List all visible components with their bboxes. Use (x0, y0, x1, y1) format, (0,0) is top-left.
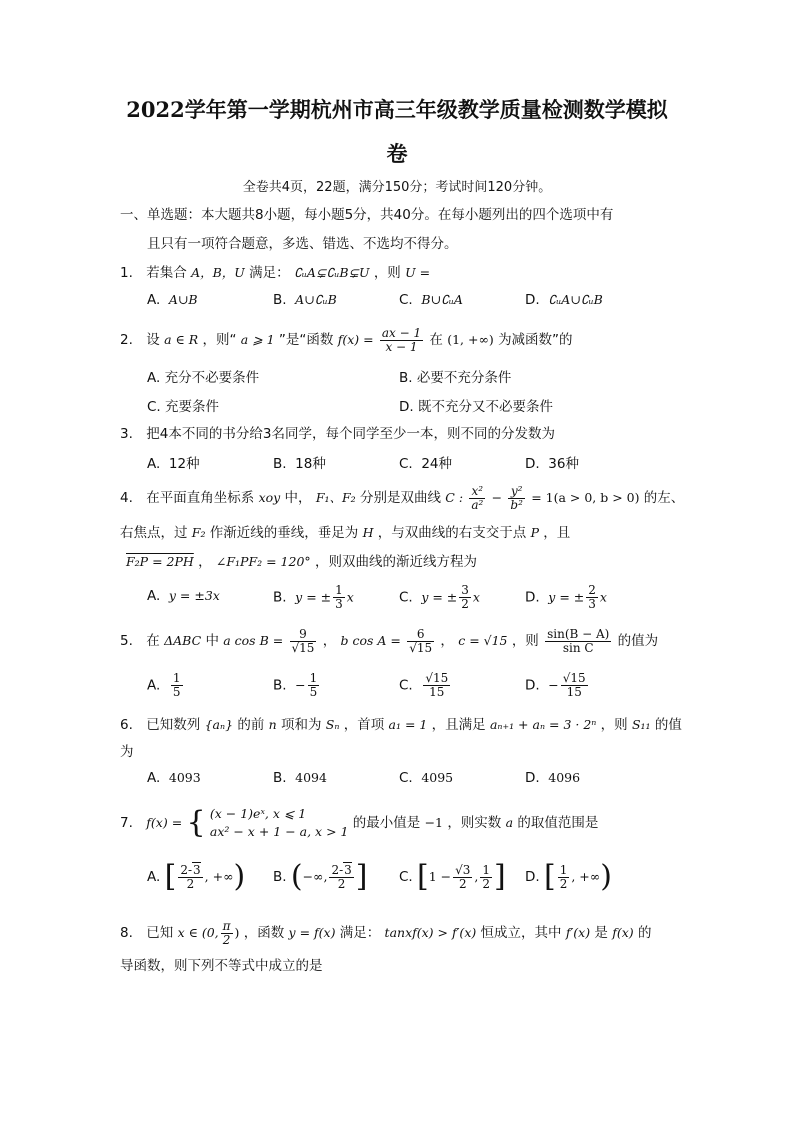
option-a[interactable]: A. y = ±3x (147, 588, 220, 604)
piecewise-cases: (x − 1)eˣ, x ⩽ 1 ax² − x + 1 − a, x > 1 (209, 806, 349, 839)
fraction: $\frac{\text{y²}}{\text{b²}}$ (510, 483, 523, 512)
option-b[interactable]: B. 必要不充分条件 (399, 370, 512, 386)
question-4-line2: 右焦点，过 F₂ 作渐近线的垂线，垂足为 H ，与双曲线的右支交于点 P ，且 (120, 525, 571, 541)
question-5: 5. 在 ΔABC 中 a cos B = $\frac{9}{√15}$ ， b cos A = $\frac{6}{√15}$ ， c = √15 ，则 $\frac{\sin(B - A)}{\text{sin C}}$ 的值为 (120, 626, 659, 655)
option-c[interactable]: C. $\frac{√15}{15}$ (399, 671, 449, 699)
option-a[interactable]: A. 充分不必要条件 (147, 370, 260, 386)
option-c[interactable]: C. B∪∁ᵤA (399, 292, 463, 308)
question-6: 6. 已知数列 {aₙ} 的前 n 项和为 Sₙ ，首项 a₁ = 1 ，且满足 aₙ₊₁ + aₙ = 3 · 2ⁿ ，则 S₁₁ 的值 (120, 717, 682, 733)
question-4: 4. 在平面直角坐标系 xoy 中， F₁、F₂ 分别是双曲线 C : $\frac{\text{x²}}{\text{a²}}$ − $\frac{\text{y²}}{\text{b²}}$ = 1(a > 0, b > 0) 的左、 (120, 483, 685, 512)
option-d[interactable]: D. [ $\frac{1}{2}$ , +∞) (525, 859, 612, 894)
option-a[interactable]: A. $\frac{1}{5}$ (147, 671, 181, 699)
exam-title-line2: 卷 (386, 141, 408, 166)
question-3: 3. 把4本不同的书分给3名同学，每个同学至少一本，则不同的分发数为 (120, 426, 555, 442)
section-instructions-line1: 一、单选题：本大题共8小题，每小题5分，共40分。在每小题列出的四个选项中有 (120, 207, 614, 223)
option-d[interactable]: D. 4096 (525, 770, 581, 786)
fraction: $\frac{6}{√15}$ (409, 626, 433, 655)
option-d[interactable]: D. y = ± $\frac{2}{3}$ x (525, 583, 607, 611)
fraction: $\frac{ax - 1}{x - 1}$ (381, 325, 422, 354)
option-b[interactable]: B. A∪∁ᵤB (273, 292, 337, 308)
question-8-line2: 导函数，则下列不等式中成立的是 (120, 958, 323, 974)
section-instructions (120, 201, 690, 259)
option-d[interactable]: D. 既不充分又不必要条件 (399, 399, 553, 415)
question-8: 8. 已知 x ∈ (0, $\frac{\pi}{2}$ ) ，函数 y = f(x) 满足： tanxf(x) > f′(x) 恒成立，其中 f′(x) 是 f(x) 的 (120, 918, 652, 947)
question-1: 1. 若集合 A，B，U 满足： ∁ᵤA⊊∁ᵤB⊊U ，则 U = (120, 265, 431, 281)
exam-subtitle: 全卷共4页，22题，满分150分；考试时间120分钟。 (242, 180, 552, 195)
option-d[interactable]: D. 36种 (525, 456, 579, 472)
option-c[interactable]: C. 24种 (399, 456, 452, 472)
option-b[interactable]: B. 18种 (273, 456, 326, 472)
section-instructions-line2: 且只有一项符合题意，多选、错选、不选均不得分。 (147, 236, 458, 252)
option-a[interactable]: A. 12种 (147, 456, 200, 472)
option-d[interactable]: D. ∁ᵤA∪∁ᵤB (525, 292, 603, 308)
option-c[interactable]: C. y = ± $\frac{3}{2}$ x (399, 583, 480, 611)
option-b[interactable]: B. − $\frac{1}{5}$ (273, 671, 318, 699)
question-4-line3: F₂P = 2PH ， ∠F₁PF₂ = 120° ，则双曲线的渐近线方程为 (126, 554, 477, 570)
fraction: $\frac{\sin(B - A)}{\text{sin C}}$ (547, 626, 610, 655)
option-a[interactable]: A. A∪B (147, 292, 198, 308)
option-a[interactable]: A. 4093 (147, 770, 201, 786)
option-c[interactable]: C. [1 − $\frac{√3}{2}$ , $\frac{1}{2}$ ] (399, 859, 506, 894)
option-d[interactable]: D. − $\frac{√15}{15}$ (525, 671, 586, 699)
question-2: 2. 设 a ∈ R ，则“ a ⩾ 1 ”是“函数 f(x) = $\frac{ax - 1}{x - 1}$ 在 (1, +∞) 为减函数”的 (120, 325, 573, 354)
question-7: 7. f(x) = { (x − 1)eˣ, x ⩽ 1 ax² − x + 1 − a, x > 1 的最小值是 −1 ，则实数 a 的取值范围是 (120, 805, 599, 840)
fraction: $\frac{\text{x²}}{\text{a²}}$ (471, 483, 484, 512)
option-b[interactable]: B. 4094 (273, 770, 327, 786)
left-brace: { (186, 805, 206, 840)
exam-title-line1: 2022学年第一学期杭州市高三年级教学质量检测数学模拟 (126, 97, 668, 122)
question-6-line2: 为 (120, 744, 134, 760)
option-b[interactable]: B. y = ± $\frac{1}{3}$ x (273, 583, 354, 611)
option-b[interactable]: B. (−∞, $\frac{2-3}{2}$ ] (273, 859, 368, 894)
fraction: $\frac{9}{√15}$ (291, 626, 315, 655)
option-c[interactable]: C. 4095 (399, 770, 454, 786)
option-c[interactable]: C. 充要条件 (147, 399, 220, 415)
fraction: $\frac{\pi}{2}$ (222, 918, 231, 947)
option-a[interactable]: A. [ $\frac{2-3}{2}$ , +∞) (147, 859, 246, 894)
